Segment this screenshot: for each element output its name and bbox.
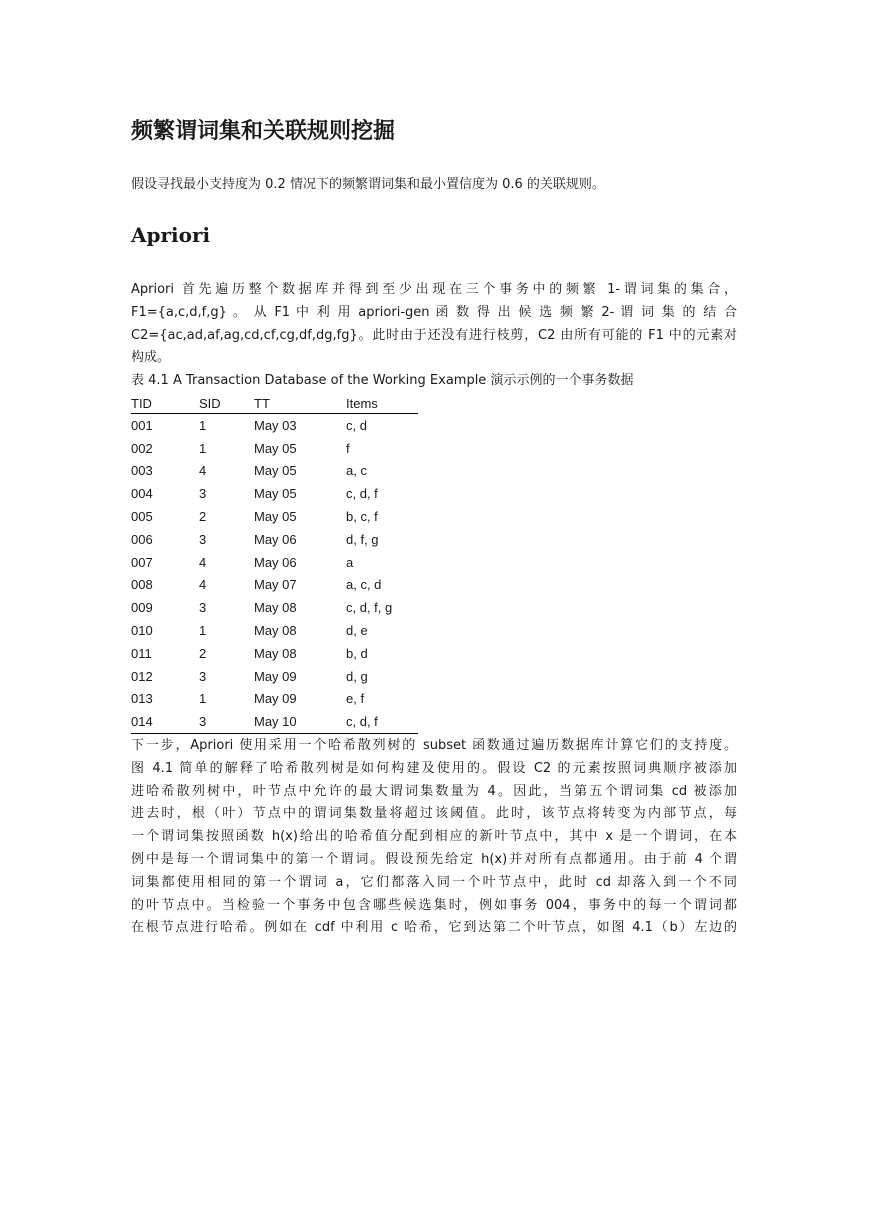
cell-tt: May 09 (254, 691, 297, 707)
cell-tid: 007 (131, 554, 153, 570)
cell-sid: 3 (199, 710, 254, 733)
cell-sid: 1 (199, 623, 207, 639)
page-title: 频繁谓词集和关联规则挖掘 (131, 119, 396, 144)
table-header-row (131, 393, 418, 414)
table-row (131, 642, 418, 665)
table-row (131, 551, 418, 574)
cell-sid: 3 (199, 600, 207, 616)
cell-tid: 011 (131, 645, 152, 661)
intro-paragraph: 假设寻找最小支持度为 0.2 情况下的频繁谓词集和最小置信度为 0.6 的关联规则。 (131, 177, 605, 192)
paragraph-line: 下一步，Apriori 使用采用一个哈希散列树的 subset 函数通过遍历数据库计算它们的支持度。 (131, 738, 737, 753)
cell-tid: 008 (131, 577, 153, 593)
paragraph-line: F1={a,c,d,f,g} 。 从 F1 中 利 用 apriori-gen 函 数 得 出 候 选 频 繁 2- 谓 词 集 的 结 合 (131, 304, 737, 320)
cell-tt: May 05 (254, 440, 297, 456)
cell-tt: May 09 (254, 668, 297, 684)
cell-items: a, c, d (346, 577, 382, 593)
cell-sid: 1 (199, 440, 207, 456)
column-header-sid: SID (199, 393, 254, 414)
table-row (131, 665, 418, 688)
table-row (131, 437, 418, 460)
cell-tt: May 10 (254, 710, 346, 733)
cell-tid: 005 (131, 509, 153, 525)
cell-tt: May 06 (254, 554, 297, 570)
hash-tree-paragraph (131, 735, 737, 940)
cell-items: a (346, 554, 354, 570)
cell-tt: May 05 (254, 486, 297, 502)
cell-items: c, d (346, 417, 367, 433)
paragraph-line: 一个谓词集按照函数 h(x)给出的哈希值分配到相应的新叶节点中，其中 x 是一个谓词，在本 (131, 829, 737, 845)
cell-items: c, d, f (346, 486, 378, 502)
cell-tid: 003 (131, 463, 153, 479)
cell-items: a, c (346, 463, 367, 479)
table-row (131, 528, 418, 551)
cell-tid: 004 (131, 486, 153, 502)
cell-sid: 3 (199, 668, 207, 684)
cell-sid: 4 (199, 463, 207, 479)
table-caption: 表 4.1 A Transaction Database of the Working Example 演示示例的一个事务数据 (131, 373, 634, 388)
cell-items: e, f (346, 691, 365, 707)
paragraph-line: 例中是每一个谓词集中的第一个谓词。假设预先给定 h(x)并对所有点都通用。由于前 4 个谓 (131, 851, 737, 867)
cell-tt: May 05 (254, 509, 297, 525)
cell-tid: 009 (131, 600, 153, 616)
cell-sid: 2 (199, 509, 207, 525)
cell-tid: 001 (131, 417, 153, 433)
cell-items: c, d, f (346, 710, 418, 733)
cell-sid: 2 (199, 645, 207, 661)
column-header-tt: TT (254, 393, 346, 414)
cell-tt: May 06 (254, 531, 297, 547)
paragraph-line: 进哈希散列树中，叶节点中允许的最大谓词集数量为 4。因此，当第五个谓词集 cd 被添加 (131, 783, 737, 799)
cell-tt: May 08 (254, 623, 297, 639)
column-header-items: Items (346, 393, 418, 414)
cell-tid: 002 (131, 440, 153, 456)
cell-items: c, d, f, g (346, 600, 393, 616)
cell-tid: 010 (131, 623, 153, 639)
table-row (131, 505, 418, 528)
table-row (131, 619, 418, 642)
cell-tt: May 08 (254, 600, 297, 616)
table-row (131, 688, 418, 711)
paragraph-line: 的叶节点中。当检验一个事务中包含哪些候选集时，例如事务 004，事务中的每一个谓词都 (131, 897, 737, 913)
cell-items: d, g (346, 668, 368, 684)
column-header-tid: TID (131, 393, 199, 414)
transaction-table (131, 393, 418, 734)
paragraph-line: 图 4.1 简单的解释了哈希散列树是如何构建及使用的。假设 C2 的元素按照词典顺序被添加 (131, 760, 737, 776)
section-heading: Apriori (131, 223, 211, 247)
paragraph-line: 词集都使用相同的第一个谓词 a，它们都落入同一个叶节点中，此时 cd 却落入到一个不同 (131, 874, 737, 890)
apriori-paragraph (131, 279, 737, 370)
cell-tid: 013 (131, 691, 153, 707)
cell-tt: May 07 (254, 577, 297, 593)
cell-items: b, c, f (346, 509, 378, 525)
paragraph-line: C2={ac,ad,af,ag,cd,cf,cg,df,dg,fg}。此时由于还没有进行枝剪，C2 由所有可能的 F1 中的元素对 (131, 327, 737, 343)
cell-tt: May 08 (254, 645, 297, 661)
cell-sid: 1 (199, 691, 207, 707)
table-row (131, 482, 418, 505)
cell-items: f (346, 440, 350, 456)
cell-items: d, e (346, 623, 368, 639)
table-row (131, 596, 418, 619)
paragraph-line: 进去时，根（叶）节点中的谓词集数量将超过该阈值。此时，该节点将转变为内部节点，每 (131, 806, 737, 822)
paragraph-line: 在根节点进行哈希。例如在 cdf 中利用 c 哈希，它到达第二个叶节点，如图 4.1（b）左边的 (131, 920, 737, 936)
cell-tid: 014 (131, 710, 199, 733)
cell-tid: 012 (131, 668, 153, 684)
cell-sid: 4 (199, 554, 207, 570)
cell-sid: 4 (199, 577, 207, 593)
table-row (131, 460, 418, 483)
cell-items: d, f, g (346, 531, 379, 547)
paragraph-line: 构成。 (131, 350, 171, 366)
cell-items: b, d (346, 645, 368, 661)
cell-tt: May 03 (254, 417, 297, 433)
cell-sid: 3 (199, 486, 207, 502)
table-row (131, 414, 418, 437)
table-row (131, 574, 418, 597)
cell-sid: 3 (199, 531, 207, 547)
paragraph-line: Apriori 首先遍历整个数据库并得到至少出现在三个事务中的频繁 1-谓词集的集合， (131, 282, 737, 297)
cell-sid: 1 (199, 417, 207, 433)
cell-tt: May 05 (254, 463, 297, 479)
table-row (131, 710, 418, 733)
cell-tid: 006 (131, 531, 153, 547)
